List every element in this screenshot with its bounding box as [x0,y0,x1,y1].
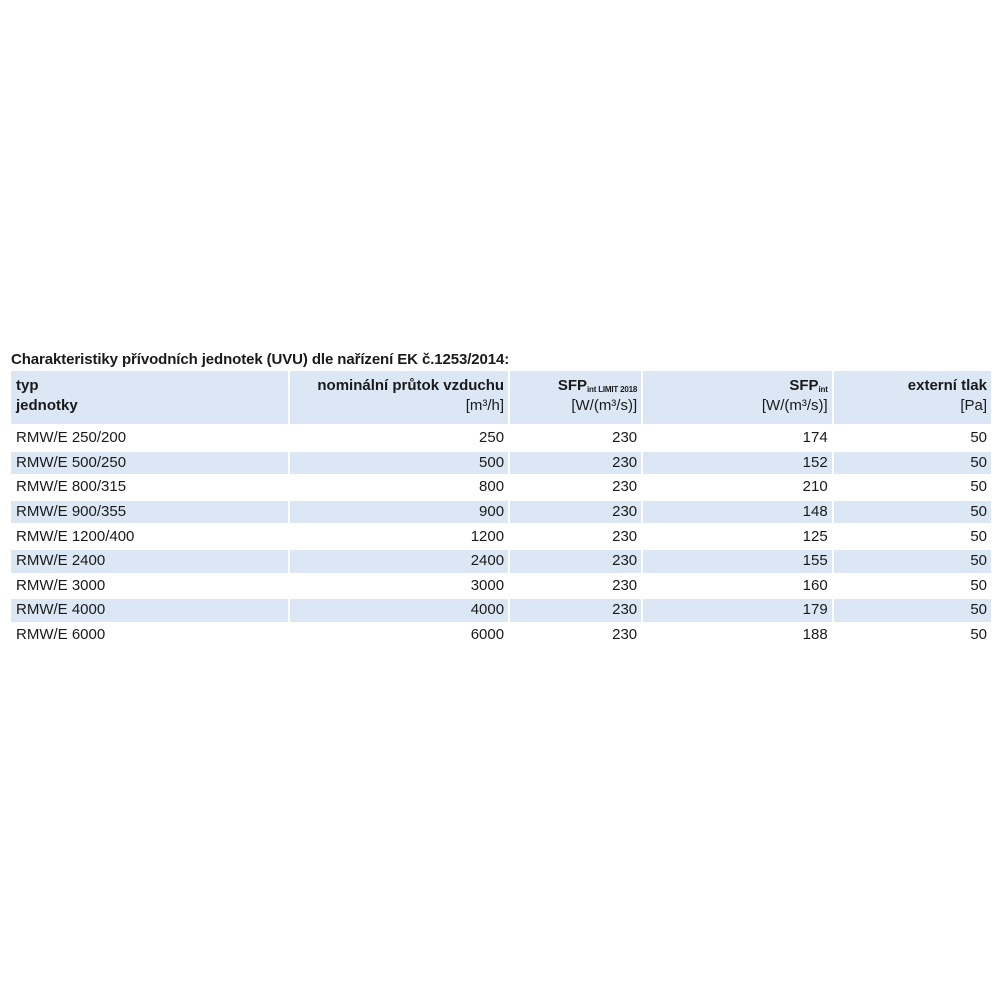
cell-sfp-limit: 230 [510,599,641,624]
table-row [11,599,991,624]
table-row [11,476,991,501]
header-pressure [834,371,991,427]
cell-flow: 4000 [290,599,508,624]
header-flow [290,371,508,427]
cell-sfp-int: 179 [643,599,832,624]
cell-sfp-int: 155 [643,550,832,575]
cell-flow: 1200 [290,525,508,550]
cell-flow: 250 [290,427,508,452]
cell-pressure: 50 [834,550,991,575]
cell-sfp-int: 125 [643,525,832,550]
header-sfp-int-unit: [W/(m³/s)] [761,397,828,414]
cell-flow: 2400 [290,550,508,575]
table-body [11,427,991,648]
header-sfp-int-symbol: SFP [789,377,819,394]
cell-type: RMW/E 1200/400 [11,525,288,550]
cell-pressure: 50 [834,525,991,550]
cell-type: RMW/E 3000 [11,575,288,600]
table-row [11,525,991,550]
cell-sfp-limit: 230 [510,624,641,649]
cell-pressure: 50 [834,599,991,624]
header-sfp-limit [510,371,641,427]
table-row [11,575,991,600]
table-row [11,624,991,649]
table-header [11,371,991,427]
cell-sfp-int: 152 [643,452,832,477]
cell-flow: 3000 [290,575,508,600]
header-sfp-int-subscript: int [818,385,828,394]
cell-type: RMW/E 900/355 [11,501,288,526]
header-type-line1: typ [16,377,39,394]
cell-type: RMW/E 250/200 [11,427,288,452]
cell-sfp-int: 210 [643,476,832,501]
header-row [11,371,991,427]
header-flow-label: nominální průtok vzduchu [317,377,505,394]
header-flow-unit: [m³/h] [465,397,505,414]
document [11,349,991,648]
cell-type: RMW/E 6000 [11,624,288,649]
cell-flow: 6000 [290,624,508,649]
cell-type: RMW/E 500/250 [11,452,288,477]
cell-sfp-limit: 230 [510,452,641,477]
cell-sfp-limit: 230 [510,525,641,550]
cell-sfp-int: 148 [643,501,832,526]
cell-pressure: 50 [834,624,991,649]
header-sfp-limit-symbol: SFP [557,377,588,394]
header-sfp-limit-label [514,376,637,396]
header-pressure-label: externí tlak [907,377,987,394]
cell-sfp-limit: 230 [510,575,641,600]
cell-sfp-limit: 230 [510,501,641,526]
cell-type: RMW/E 4000 [11,599,288,624]
cell-sfp-limit: 230 [510,550,641,575]
cell-sfp-limit: 230 [510,427,641,452]
table-caption: Charakteristiky přívodních jednotek (UVU) dle nařízení EK č.1253/2014: [11,351,510,368]
cell-sfp-limit: 230 [510,476,641,501]
header-sfp-int-label [647,376,828,396]
header-type [11,371,288,427]
table-row [11,550,991,575]
cell-flow: 900 [290,501,508,526]
cell-pressure: 50 [834,575,991,600]
cell-sfp-int: 160 [643,575,832,600]
header-pressure-unit: [Pa] [960,397,987,414]
table-row [11,501,991,526]
characteristics-table [9,371,993,648]
cell-sfp-int: 174 [643,427,832,452]
cell-type: RMW/E 800/315 [11,476,288,501]
table-row [11,452,991,477]
cell-pressure: 50 [834,501,991,526]
cell-flow: 500 [290,452,508,477]
cell-pressure: 50 [834,427,991,452]
table-row [11,427,991,452]
cell-pressure: 50 [834,452,991,477]
header-sfp-limit-subscript: int LIMIT 2018 [587,385,638,394]
header-sfp-limit-unit: [W/(m³/s)] [571,397,638,414]
cell-sfp-int: 188 [643,624,832,649]
cell-pressure: 50 [834,476,991,501]
header-sfp-int [643,371,832,427]
cell-type: RMW/E 2400 [11,550,288,575]
header-type-line2: jednotky [16,397,78,414]
cell-flow: 800 [290,476,508,501]
